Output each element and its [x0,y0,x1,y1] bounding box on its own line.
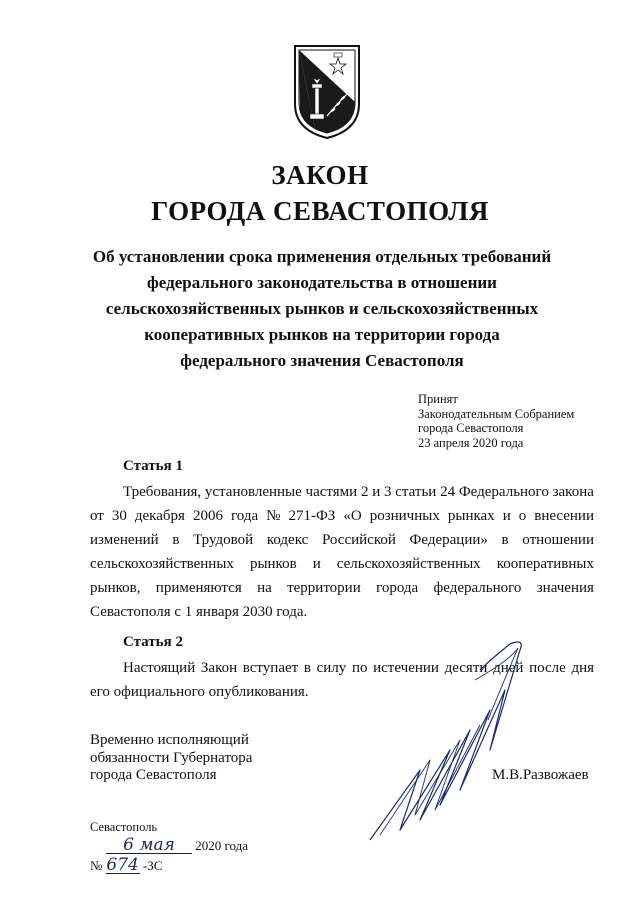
word: Российской [321,532,396,548]
word: 2006 [192,508,223,524]
word: отношении [522,532,594,548]
word: в [303,660,311,676]
word: 2 [360,484,369,500]
word: применяются [155,580,242,596]
word: Федерального [458,484,549,500]
word: дня [571,660,594,676]
subtitle-line: федерального значения Севастополя [180,351,464,370]
word: в [172,532,180,548]
number-suffix: -ЗС [142,858,163,873]
adoption-line: Законодательным Собранием [418,406,575,421]
word: Федерации» [409,532,488,548]
text-line [90,480,594,504]
word: кооперативных [496,556,594,572]
word: закона [552,484,594,500]
position-line: Временно исполняющий [90,732,249,748]
word: города [376,580,419,596]
word: рынков, [90,580,141,596]
word: 24 [440,484,456,500]
word: по [351,660,368,676]
word: сельскохозяйственных [336,556,481,572]
word: федерального [433,580,522,596]
subtitle-line: Об установлении срока применения отдельных требований [92,247,552,266]
law-number [90,857,162,877]
word: 271-ФЗ [288,508,336,524]
word: года [230,508,259,524]
word: и [372,484,381,500]
word: Настоящий [123,660,196,676]
word: Севастополя с 1 января 2030 года. [90,604,308,620]
subtitle-line: кооперативных рынков на территории города [144,325,500,344]
handwritten-signature [360,630,530,850]
word: сельскохозяйственных [90,556,234,572]
word: Требования, [123,484,202,500]
word: статьи [395,484,437,500]
word: установленные [204,484,302,500]
word: его официального опубликования. [90,684,309,700]
word: десяти [444,660,488,676]
word: от [90,508,104,524]
word: «О [343,508,362,524]
word: истечении [373,660,439,676]
position-line: обязанности Губернатора [90,749,253,766]
word: кодекс [266,532,309,548]
position-line: города Севастополя [90,767,217,783]
article-1-text [90,480,594,624]
signatory-position [90,732,252,785]
word: Закон [200,660,238,676]
word: вступает [242,660,299,676]
word: на [257,580,272,596]
word: декабря [134,508,185,524]
word: и [502,508,511,524]
article-1-heading: Статья 1 [123,458,183,474]
sevastopol-coat-of-arms-icon [293,44,361,140]
law-subject-title [90,244,554,374]
text-line [90,528,594,552]
adoption-date: 23 апреля 2020 года [418,435,524,450]
word: дней [493,660,524,676]
adoption-line: города Севастополя [418,421,524,435]
word: силу [316,660,347,676]
date-year: 2020 года [195,838,249,853]
word: частями [305,484,358,500]
text-line [90,600,594,624]
document-title-city: ГОРОДА СЕВАСТОПОЛЯ [151,196,489,226]
word: внесении [534,508,594,524]
text-line [90,504,594,528]
word: 3 [383,484,392,500]
handwritten-number: 674 [106,855,139,875]
word: изменений [90,532,159,548]
adoption-line: Принят [418,392,458,406]
signing-date [90,837,248,857]
word: значения [536,580,594,596]
word: о [518,508,527,524]
word: рынков [249,556,297,572]
number-prefix: № [90,858,103,873]
word: и [312,556,321,572]
text-line [90,552,594,576]
adoption-note [418,392,574,450]
word: № [266,508,281,524]
word: 30 [111,508,127,524]
word: рынках [447,508,495,524]
word: в [501,532,509,548]
text-line [90,576,594,600]
article-2-heading: Статья 2 [123,634,183,650]
document-title: ЗАКОН [271,160,369,190]
word: розничных [369,508,440,524]
subtitle-line: сельскохозяйственных рынков и сельскохозяйственных [105,299,539,318]
word: территории [287,580,361,596]
word: после [529,660,566,676]
handwritten-date: 6 мая [106,837,192,854]
signatory-name: М.В.Развожаев [492,767,589,783]
subtitle-line: федерального законодательства в отношении [147,273,497,292]
word: Трудовой [193,532,254,548]
signing-place: Севастополь [90,820,158,834]
